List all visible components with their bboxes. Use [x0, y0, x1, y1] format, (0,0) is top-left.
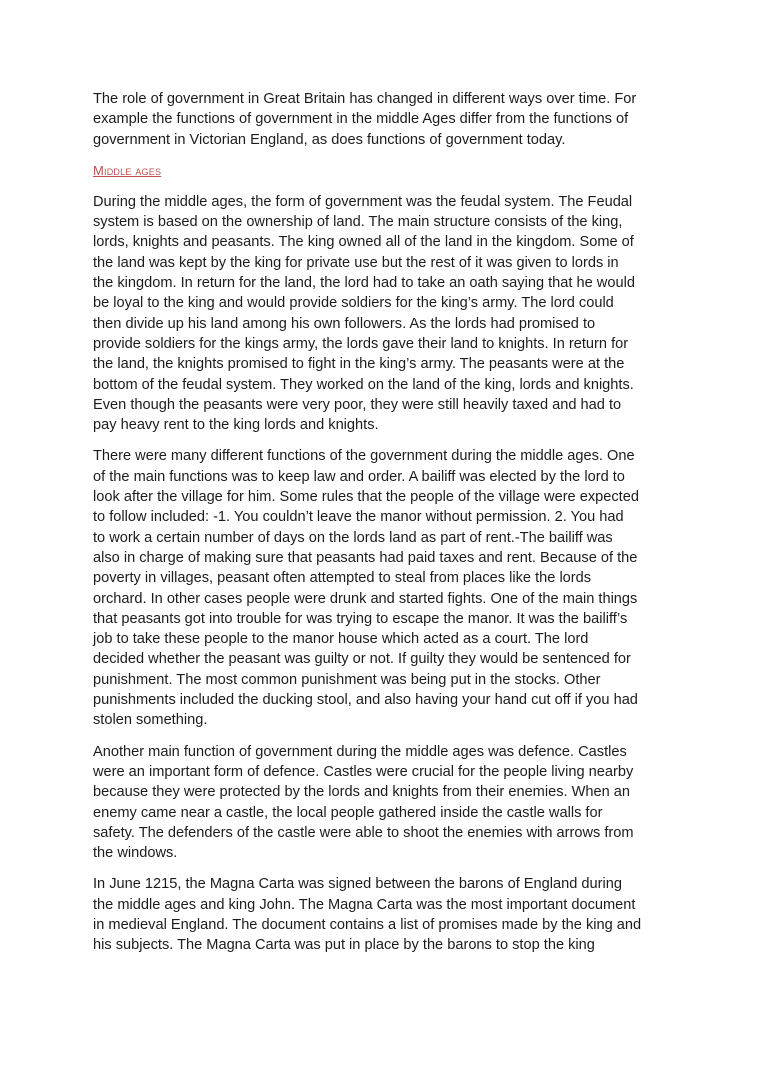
- document-body: [93, 89, 683, 967]
- paragraph-magna-carta: In June 1215, the Magna Carta was signed between the barons of England during the middle ages and king John. The Magna Carta was the most important document in medieval England. The document contains a list of promises made by the king and his subjects. The Magna Carta was put in place by the barons to stop the king: [93, 876, 642, 954]
- section-heading: Middle ages: [93, 162, 162, 178]
- intro-paragraph: The role of government in Great Britain has changed in different ways over time. For example the functions of government in the middle Ages differ from the functions of government in Victorian England, as does functions of government today.: [93, 91, 637, 148]
- paragraph-feudal-system: During the middle ages, the form of government was the feudal system. The Feudal system is based on the ownership of land. The main structure consists of the king, lords, knights and peasants. The king owned all of the land in the kingdom. Some of the land was kept by the king for private use but the rest of it was given to lords in the kingdom. In return for the land, the lord had to take an oath saying that he would be loyal to the king and would provide soldiers for the king’s army. The lord could then divide up his land among his own followers. As the lords had promised to provide soldiers for the kings army, the lords gave their land to knights. In return for the land, the knights promised to fight in the king’s army. The peasants were at the bottom of the feudal system. They worked on the land of the king, lords and knights. Even though the peasants were very poor, they were still heavily taxed and had to pay heavy rent to the king lords and knights.: [93, 193, 635, 434]
- paragraph-defence: Another main function of government during the middle ages was defence. Castles were an important form of defence. Castles were crucial for the people living nearby because they were protected by the lords and knights from their enemies. When an enemy came near a castle, the local people gathered inside the castle walls for safety. The defenders of the castle were able to shoot the enemies with arrows from the windows.: [93, 743, 634, 862]
- paragraph-law-and-order: There were many different functions of the government during the middle ages. One of the main functions was to keep law and order. A bailiff was elected by the lord to look after the village for him. Some rules that the people of the village were expected to follow included: -1. You couldn’t leave the manor without permission. 2. You had to work a certain number of days on the lords land as part of rent.-The bailiff was also in charge of making sure that peasants had paid taxes and rent. Because of the poverty in villages, peasant often attempted to steal from places like the lords orchard. In other cases people were drunk and started fights. One of the main things that peasants got into trouble for was trying to escape the manor. It was the bailiff’s job to take these people to the manor house which acted as a court. The lord decided whether the peasant was guilty or not. If guilty they would be sentenced for punishment. The most common punishment was being put in the stocks. Other punishments included the ducking stool, and also having your hand cut off if you had stolen something.: [93, 448, 639, 729]
